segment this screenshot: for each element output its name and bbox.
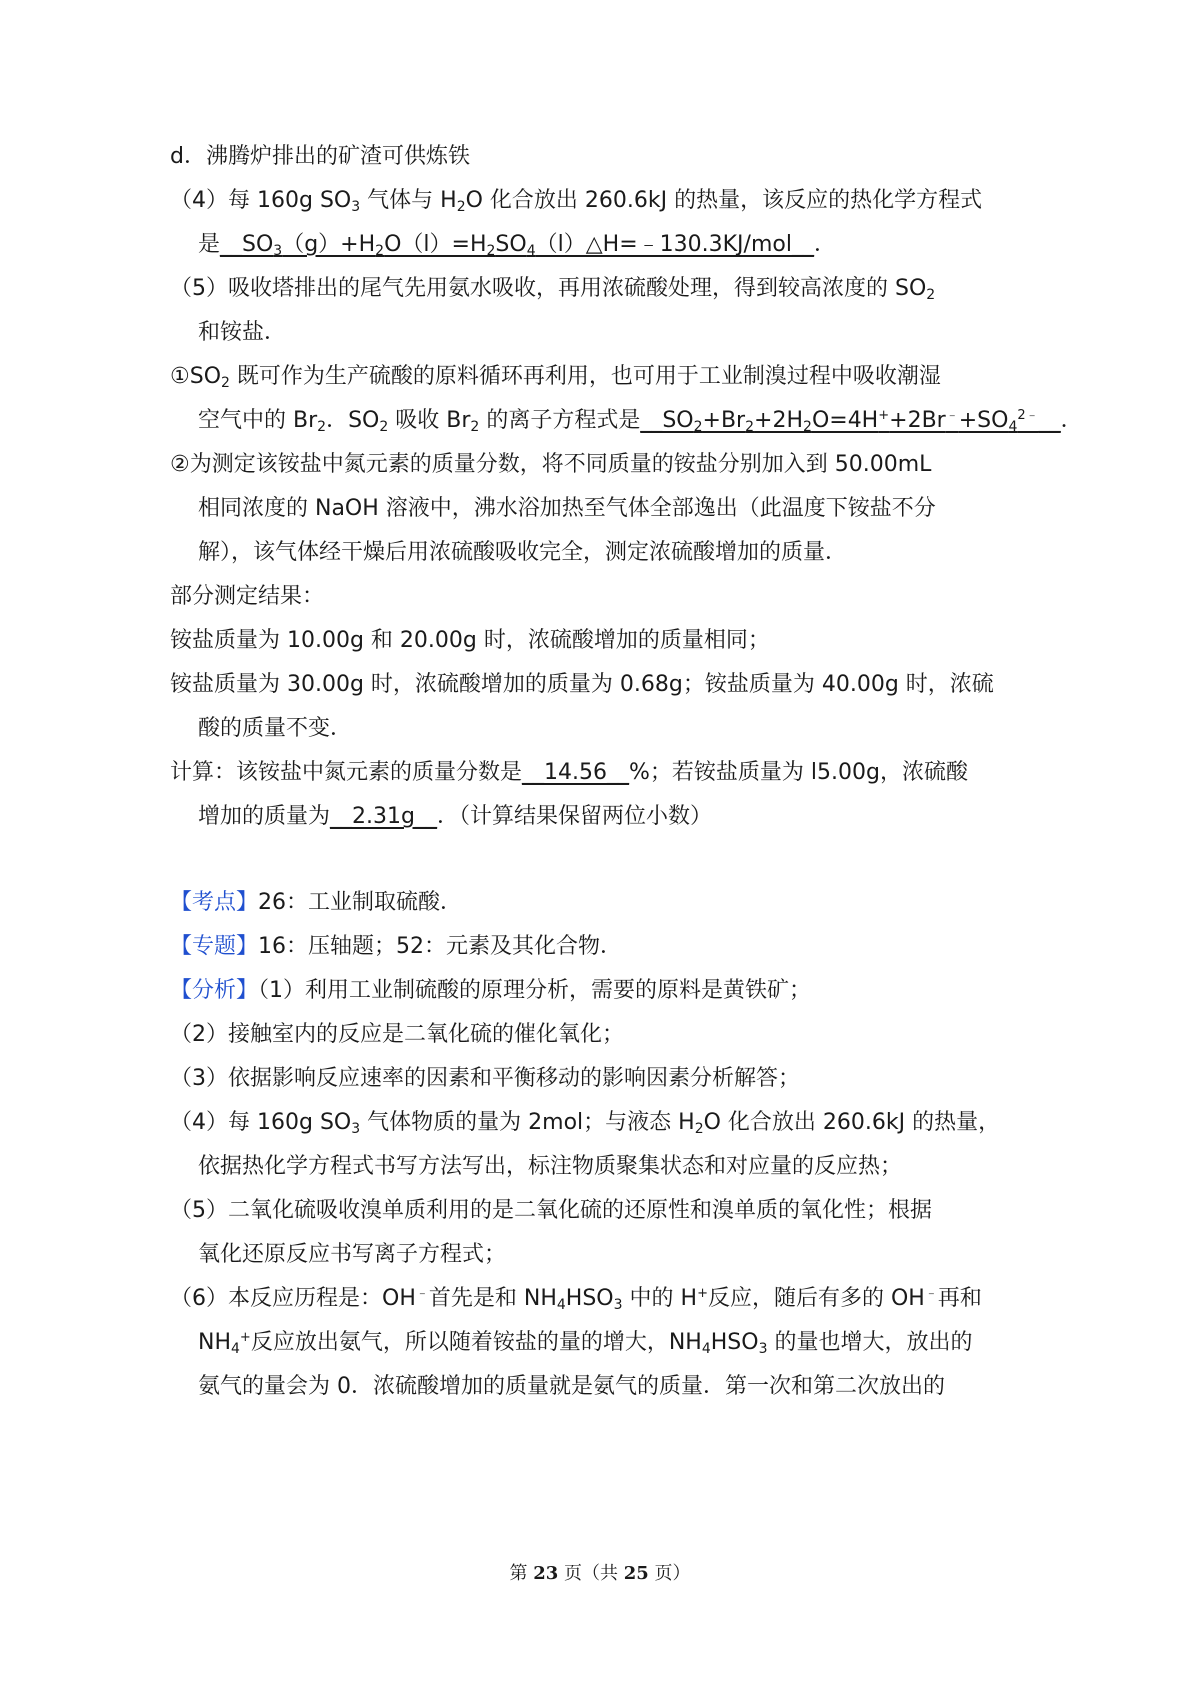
results-line-2: 铵盐质量为 30.00g 时，浓硫酸增加的质量为 0.68g；铵盐质量为 40.00g 时，浓硫 [170, 672, 994, 697]
question-4-line-2: 是$\_\_SO_3(g)+H_2O(l)=H_2SO_4(l)\triangle H=﹣130.3KJ/mol\_\_$． [198, 232, 836, 259]
analysis-5-line-2: 氧化还原反应书写离子方程式； [198, 1242, 507, 1267]
analysis-5-line-1: （5）二氧化硫吸收溴单质利用的是二氧化硫的还原性和溴单质的氧化性；根据 [170, 1198, 932, 1223]
results-line-1: 铵盐质量为 10.00g 和 20.00g 时，浓硫酸增加的质量相同； [170, 628, 770, 653]
calc-line-2: 增加的质量为__2.31g__．（计算结果保留两位小数） [198, 804, 712, 829]
kaodian-tag: 【考点】 [170, 890, 259, 915]
zhuanti-line: 【专题】16：压轴题；52：元素及其化合物． [170, 934, 623, 959]
fenxi-line: 【分析】（1）利用工业制硫酸的原理分析，需要的原料是黄铁矿； [170, 978, 812, 1003]
answer-4: $\_\_SO_3(g)+H_2O(l)=H_2SO_4(l)\triangle H=﹣130.3KJ/mol\_\_$ [220, 232, 814, 259]
zhuanti-tag: 【专题】 [170, 934, 259, 959]
answer-percent: __14.56__ [522, 760, 629, 785]
question-5-line-2: 和铵盐． [198, 320, 287, 345]
option-d: d．沸腾炉排出的矿渣可供炼铁 [170, 144, 470, 169]
kaodian-line: 【考点】26：工业制取硫酸． [170, 890, 463, 915]
question-5-1-line-2: 空气中的 $Br_2$．$SO_2$ 吸收 $Br_2$ 的离子方程式是$\_\_SO_2+Br_2+2H_2O=4H^++2Br^﹣+SO_4^{2﹣}\_\_$． [198, 408, 1083, 435]
total-page-number: 25 [623, 1563, 649, 1584]
analysis-6-line-1: （6）本反应历程是：OH﹣首先是和 $NH_4HSO_3$ 中的 H+反应，随后有多的 OH﹣再和 [170, 1286, 982, 1313]
results-line-3: 酸的质量不变． [198, 716, 353, 741]
analysis-6-line-3: 氨气的量会为 0．浓硫酸增加的质量就是氨气的质量．第一次和第二次放出的 [198, 1374, 945, 1399]
calc-line-1: 计算：该铵盐中氮元素的质量分数是__14.56__%；若铵盐质量为 l5.00g，浓硫酸 [170, 760, 968, 785]
analysis-4-line-1: （4）每 160g $SO_3$ 气体物质的量为 2mol；与液态 $H_2O$ 化合放出 260.6kJ 的热量， [170, 1110, 1001, 1137]
current-page-number: 23 [533, 1563, 559, 1584]
analysis-4-line-2: 依据热化学方程式书写方法写出，标注物质聚集状态和对应量的反应热； [198, 1154, 903, 1179]
question-5-2-line-2: 相同浓度的 NaOH 溶液中，沸水浴加热至气体全部逸出（此温度下铵盐不分 [198, 496, 936, 521]
question-5-2-line-1: ②为测定该铵盐中氮元素的质量分数，将不同质量的铵盐分别加入到 50.00mL [170, 452, 932, 477]
answer-5-1: $\_\_SO_2+Br_2+2H_2O=4H^++2Br^﹣+SO_4^{2﹣}\_\_$ [640, 408, 1061, 435]
answer-mass: __2.31g__ [330, 804, 437, 829]
question-5-2-line-3: 解），该气体经干燥后用浓硫酸吸收完全，测定浓硫酸增加的质量． [198, 540, 848, 565]
analysis-3: （3）依据影响反应速率的因素和平衡移动的影响因素分析解答； [170, 1066, 800, 1091]
results-heading: 部分测定结果： [170, 584, 325, 609]
page-footer: 第 23 页（共 25 页） [509, 1563, 691, 1584]
analysis-6-line-2: $NH_4^+$反应放出氨气，所以随着铵盐的量的增大，$NH_4HSO_3$ 的量也增大，放出的 [198, 1330, 973, 1357]
fenxi-tag: 【分析】 [170, 978, 259, 1003]
question-5-line-1: （5）吸收塔排出的尾气先用氨水吸收，再用浓硫酸处理，得到较高浓度的 $SO_2$ [170, 276, 936, 303]
question-4-line-1: （4）每 160g $SO_3$ 气体与 $H_2O$ 化合放出 260.6kJ 的热量，该反应的热化学方程式 [170, 188, 983, 215]
analysis-2: （2）接触室内的反应是二氧化硫的催化氧化； [170, 1022, 624, 1047]
question-5-1-line-1: $①SO_2$ 既可作为生产硫酸的原料循环再利用，也可用于工业制溴过程中吸收潮湿 [170, 364, 941, 391]
